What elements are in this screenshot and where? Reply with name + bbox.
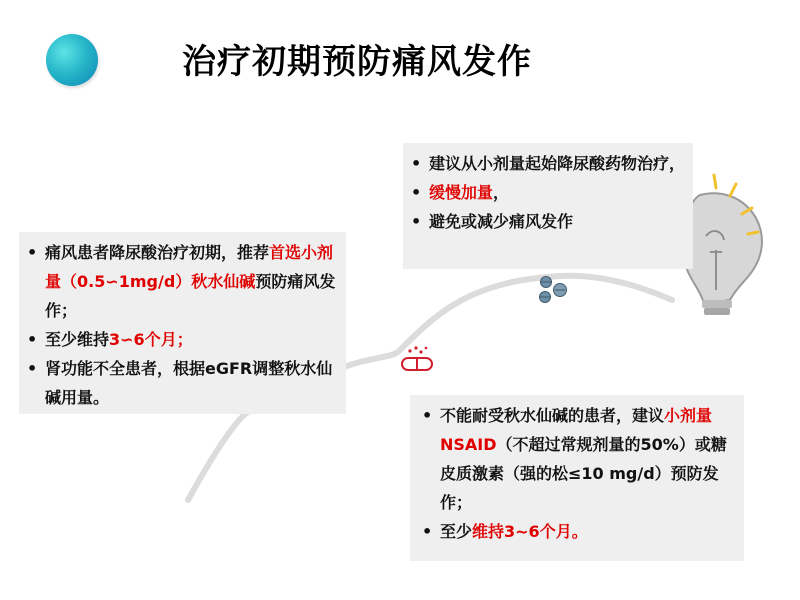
body-text: （不超过常规剂量的50%）或糖皮质激素（强的松≤10 mg/d）预防发作； xyxy=(440,435,727,512)
body-text: 痛风患者降尿酸治疗初期，推荐 xyxy=(45,243,270,262)
highlight-text: 首选小剂量（0.5∽1mg/d）秋水仙碱 xyxy=(45,243,334,291)
highlight-text: 3∽6个月； xyxy=(109,330,193,349)
pills-icon xyxy=(540,277,567,303)
bullet-item xyxy=(405,207,687,236)
bullet-item xyxy=(405,149,687,178)
bullet-item xyxy=(21,238,338,325)
highlight-text: 缓慢加量 xyxy=(429,183,494,202)
body-text: 建议从小剂量起始降尿酸药物治疗， xyxy=(429,154,686,173)
bullet-item xyxy=(21,354,338,412)
bullet-item xyxy=(405,178,687,207)
lightbulb-icon xyxy=(683,175,762,315)
bullet-item xyxy=(416,517,734,546)
body-text: 至少 xyxy=(440,522,473,541)
body-text: 肾功能不全患者，根据eGFR调整秋水仙碱用量。 xyxy=(45,359,333,407)
bullet-item xyxy=(21,325,338,354)
body-text: 不能耐受秋水仙碱的患者，建议 xyxy=(440,406,665,425)
title-bullet-dot xyxy=(46,34,98,86)
page-title: 治疗初期预防痛风发作 xyxy=(182,42,532,82)
top-bullet-list xyxy=(403,143,693,236)
bottom-info-panel xyxy=(410,395,744,561)
highlight-text: 小剂量NSAID xyxy=(440,406,713,454)
highlight-text: 维持3~6个月。 xyxy=(472,522,588,541)
body-text: ， xyxy=(493,183,510,202)
bullet-item xyxy=(416,401,734,517)
left-bullet-list xyxy=(19,232,346,412)
left-info-panel xyxy=(19,232,346,414)
body-text: 预防痛风发作； xyxy=(45,272,336,320)
capsule-icon xyxy=(402,346,432,370)
top-info-panel xyxy=(403,143,693,269)
body-text: 至少维持 xyxy=(45,330,110,349)
bottom-bullet-list xyxy=(410,395,744,546)
body-text: 避免或减少痛风发作 xyxy=(429,212,574,231)
